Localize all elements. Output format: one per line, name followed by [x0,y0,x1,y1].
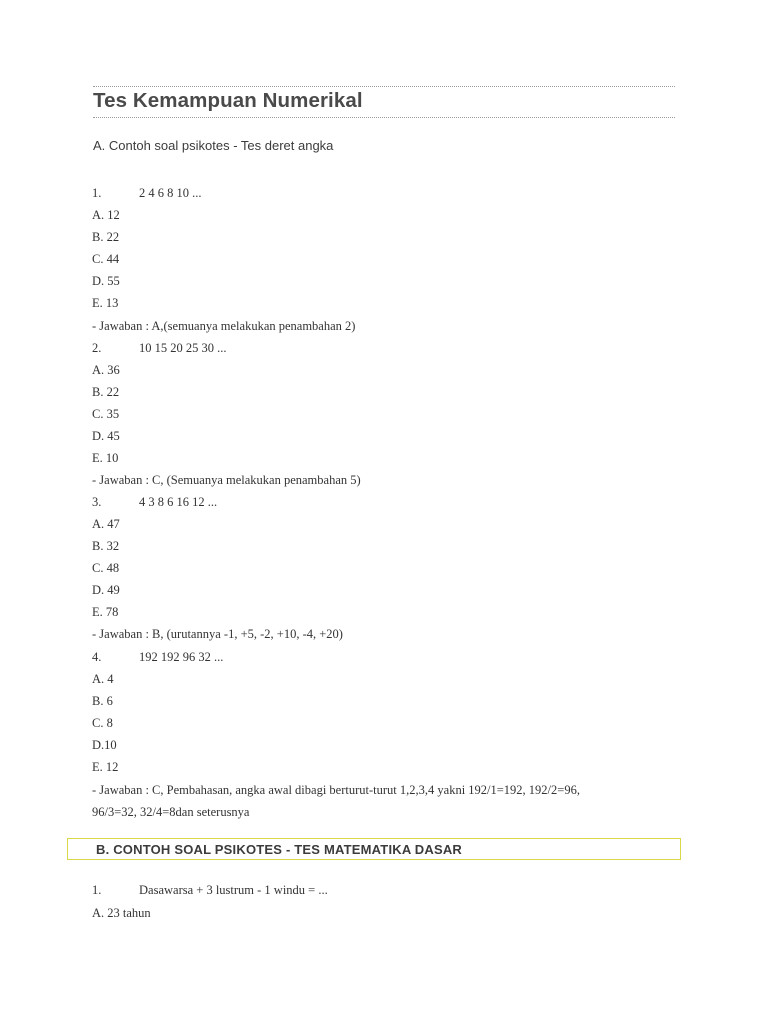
question-1 [92,185,202,201]
option-b: B. 32 [92,539,120,553]
answer-4-line-2: 96/3=32, 32/4=8dan seterusnya [92,805,250,819]
option-b: B. 6 [92,694,113,708]
option-a: A. 23 tahun [92,906,151,920]
section-b-heading-box [67,838,681,860]
option-d: D. 55 [92,274,120,288]
question-text: 192 192 96 32 ... [139,650,224,664]
option-c: C. 48 [92,561,120,575]
option-e: E. 13 [92,296,119,310]
section-b-question-1 [92,882,328,898]
option-c: C. 35 [92,407,120,421]
question-3 [92,494,217,510]
option-a: A. 47 [92,517,120,531]
option-e: E. 78 [92,605,119,619]
option-d: D. 45 [92,429,120,443]
answer-4-line-1: - Jawaban : C, Pembahasan, angka awal dibagi berturut-turut 1,2,3,4 yakni 192/1=192, 192/2=96, [92,783,580,797]
option-a: A. 4 [92,672,114,686]
page-title: Tes Kemampuan Numerikal [93,89,363,112]
title-bottom-divider [93,117,675,118]
option-a: A. 12 [92,208,120,222]
answer-1: - Jawaban : A,(semuanya melakukan penambahan 2) [92,319,356,333]
option-a: A. 36 [92,363,120,377]
option-d: D. 49 [92,583,120,597]
question-2 [92,340,227,356]
option-e: E. 12 [92,760,119,774]
question-text: 10 15 20 25 30 ... [139,341,227,355]
section-b-heading: B. CONTOH SOAL PSIKOTES - TES MATEMATIKA DASAR [96,842,462,857]
question-number: 1. [92,883,102,897]
question-number: 2. [92,341,102,355]
option-e: E. 10 [92,451,119,465]
option-d: D.10 [92,738,117,752]
question-text: Dasawarsa + 3 lustrum - 1 windu = ... [139,883,328,897]
title-top-divider [93,86,675,87]
option-c: C. 44 [92,252,120,266]
section-a-heading: A. Contoh soal psikotes - Tes deret angka [93,138,334,153]
question-4 [92,649,223,665]
option-c: C. 8 [92,716,113,730]
question-number: 1. [92,186,102,200]
option-b: B. 22 [92,385,120,399]
answer-2: - Jawaban : C, (Semuanya melakukan penambahan 5) [92,473,361,487]
question-text: 4 3 8 6 16 12 ... [139,495,218,509]
question-number: 3. [92,495,102,509]
question-number: 4. [92,650,102,664]
question-text: 2 4 6 8 10 ... [139,186,202,200]
answer-3: - Jawaban : B, (urutannya -1, +5, -2, +10, -4, +20) [92,627,343,641]
option-b: B. 22 [92,230,120,244]
